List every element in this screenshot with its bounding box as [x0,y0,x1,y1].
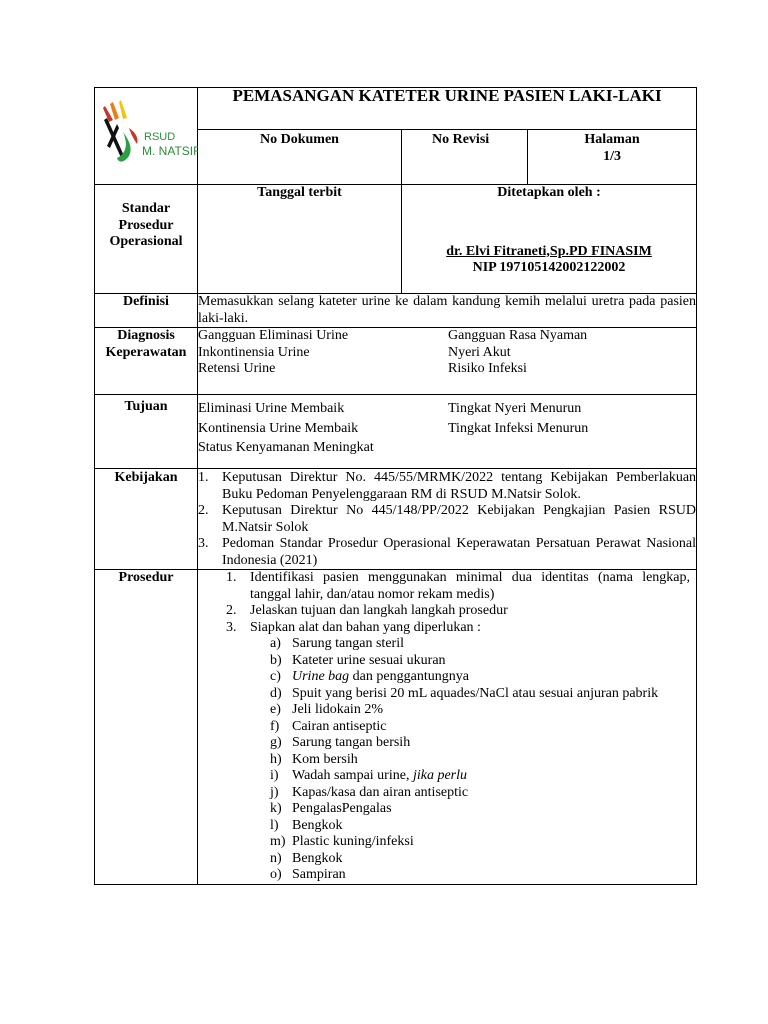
sub-number: k) [270,801,282,816]
logo-cell [95,88,198,185]
sop-label-line-1: Standar [121,201,171,216]
diagnosis-item: Gangguan Rasa Nyaman [448,328,588,343]
kebijakan-content [198,469,697,570]
sub-text: Bengkok [292,850,343,866]
prosedur-item [226,603,690,620]
sop-label [95,185,198,294]
list-number: 1. [226,570,237,585]
sub-item [270,636,690,653]
prosedur-item [226,570,690,603]
kebijakan-item [198,536,696,569]
sub-item [270,735,690,752]
sub-text: PengalasPengalas [292,801,392,816]
definisi-text: Memasukkan selang kateter urine ke dalam kandung kemih melalui uretra pada pasien laki-laki. [198,294,697,326]
signer-nip: NIP 197105142002122002 [472,260,626,275]
sub-number: h) [270,751,282,767]
diagnosis-label-line-1: Diagnosis [117,328,175,343]
logo-text-natsir: M. NATSIR [142,144,198,158]
tanggal-terbit-label: Tanggal terbit [198,185,402,294]
sub-number: c) [270,669,281,684]
tujuan-right-list [448,399,588,458]
diagnosis-label-line-2: Keperawatan [105,344,187,360]
sub-text: Bengkok [292,817,343,833]
sub-item [270,785,690,802]
tujuan-item: Status Kenyamanan Meningkat [198,440,374,455]
prosedur-item [226,620,690,637]
ditetapkan-label: Ditetapkan oleh : [497,185,601,200]
diagnosis-label [95,328,198,395]
sub-item [270,686,690,703]
list-number: 2. [198,503,209,518]
sub-item [270,768,690,785]
sub-text: Sarung tangan bersih [292,735,411,750]
kebijakan-item [198,503,696,536]
sop-label-line-3: Operasional [109,234,183,249]
tujuan-item: Tingkat Nyeri Menurun [448,401,582,416]
sub-text: Kom bersih [292,751,358,767]
kebijakan-label: Kebijakan [95,469,198,570]
sub-text [292,669,690,686]
logo-text-rsud: RSUD [144,131,176,143]
sub-text-rest: Wadah sampai urine, [292,768,413,783]
sub-text-rest: dan penggantungnya [349,669,469,684]
tujuan-content [198,395,697,469]
no-dokumen-label: No Dokumen [198,130,402,185]
tujuan-left-list [198,399,448,458]
sub-number: b) [270,652,282,668]
sub-number: l) [270,817,279,833]
sub-number: m) [270,834,286,849]
sub-text [292,768,690,785]
sub-item [270,669,690,686]
sub-item [270,867,690,884]
hospital-logo [95,88,197,184]
diagnosis-item: Inkontinensia Urine [198,344,310,360]
diagnosis-content [198,328,697,395]
diagnosis-item: Retensi Urine [198,361,276,376]
prosedur-content [198,570,697,885]
halaman-cell [528,130,697,185]
signer-name: dr. Elvi Fitraneti,Sp.PD FINASIM [446,243,652,259]
diagnosis-item: Risiko Infeksi [448,361,527,376]
sub-text: Kapas/kasa dan airan antiseptic [292,784,469,800]
sub-number: f) [270,718,280,734]
list-text: Keputusan Direktur No 445/148/PP/2022 Kebijakan Pengkajian Pasien RSUD M.Natsir Solok [222,503,697,535]
definisi-label: Definisi [95,294,198,328]
kebijakan-item [198,470,696,503]
sub-number: o) [270,867,282,882]
tujuan-item: Tingkat Infeksi Menurun [448,420,589,436]
tujuan-label: Tujuan [95,395,198,469]
list-number: 1. [198,470,209,485]
sub-item [270,702,690,719]
sub-number: a) [270,636,281,651]
sub-item [270,801,690,818]
list-number: 2. [226,603,237,618]
sub-number: g) [270,735,282,750]
sub-text: Jeli lidokain 2% [292,702,383,717]
sub-number: n) [270,850,282,866]
sub-item [270,752,690,769]
prosedur-sub-list [226,636,690,884]
tujuan-item: Kontinensia Urine Membaik [198,420,359,436]
sub-text-italic: Urine bag [292,669,350,684]
document-title: PEMASANGAN KATETER URINE PASIEN LAKI-LAKI [198,88,697,130]
sub-item [270,818,690,835]
list-text: Identifikasi pasien menggunakan minimal dua identitas (nama lengkap, tanggal lahir, dan/atau nomor rekam medis) [250,570,691,602]
sop-label-line-2: Prosedur [118,217,174,233]
sub-text: Plastic kuning/infeksi [292,834,414,849]
list-text: Siapkan alat dan bahan yang diperlukan : [250,619,481,635]
sub-item [270,834,690,851]
diagnosis-left-list [198,328,448,378]
sub-number: j) [270,784,279,800]
sub-text: Sampiran [292,867,346,882]
halaman-value: 1/3 [603,148,621,164]
tujuan-item: Eliminasi Urine Membaik [198,401,345,416]
sub-item [270,851,690,868]
sub-number: e) [270,702,281,717]
diagnosis-item: Gangguan Eliminasi Urine [198,328,349,343]
sub-text: Sarung tangan steril [292,636,404,651]
sub-number: d) [270,685,282,701]
ditetapkan-cell [402,185,697,294]
sub-text: Kateter urine sesuai ukuran [292,652,446,668]
sub-text: Spuit yang berisi 20 mL aquades/NaCl atau sesuai anjuran pabrik [292,685,659,701]
sub-text: Cairan antiseptic [292,718,387,734]
sub-text-italic: jika perlu [412,768,467,783]
halaman-label: Halaman [584,132,640,148]
list-text: Jelaskan tujuan dan langkah langkah prosedur [250,603,508,618]
sub-number: i) [270,768,279,783]
sop-table [94,87,697,885]
list-number: 3. [198,536,209,551]
diagnosis-right-list [448,328,587,378]
diagnosis-item: Nyeri Akut [448,344,511,360]
sub-item [270,719,690,736]
prosedur-label: Prosedur [95,570,198,885]
sub-item [270,653,690,670]
list-text: Keputusan Direktur No. 445/55/MRMK/2022 tentang Kebijakan Pemberlakuan Buku Pedoman Penyelenggaraan RM di RSUD M.Natsir Solok. [222,470,697,502]
list-text: Pedoman Standar Prosedur Operasional Keperawatan Persatuan Perawat Nasional Indonesia (2021) [222,536,697,568]
list-number: 3. [226,619,237,635]
no-revisi-label: No Revisi [402,130,528,185]
